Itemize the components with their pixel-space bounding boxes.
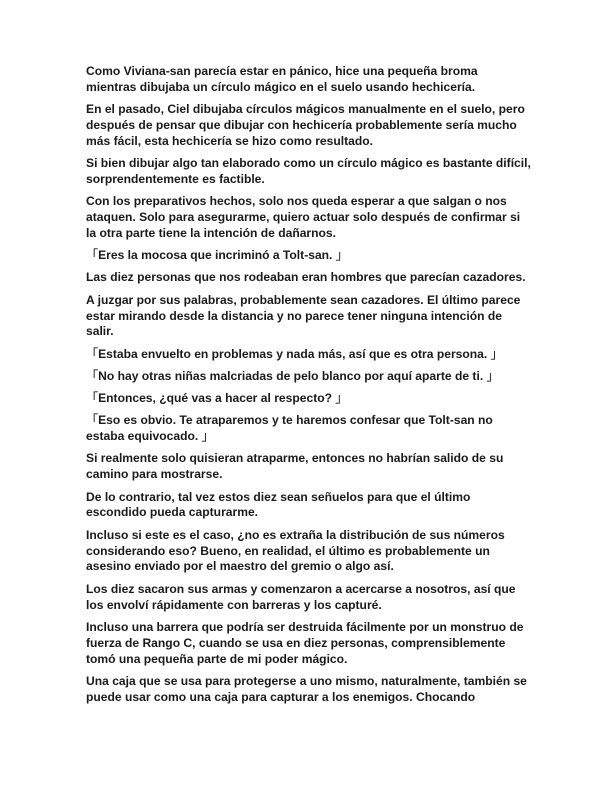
- paragraph: En el pasado, Ciel dibujaba círculos mágicos manualmente en el suelo, pero después de pensar que dibujar con hechicería probablemente sería mucho más fácil, esta hechicería se hizo como resultado.: [86, 102, 525, 148]
- document-page: [86, 64, 534, 712]
- paragraph: A juzgar por sus palabras, probablemente sean cazadores. El último parece estar mirando desde la distancia y no parece tener ninguna intención de salir.: [86, 292, 521, 339]
- dialogue-line: 「Eso es obvio. Te atraparemos y te haremos confesar que Tolt-san no estaba equivocado. 」: [86, 413, 493, 444]
- paragraph: Incluso si este es el caso, ¿no es extraña la distribución de sus números considerando eso? Bueno, en realidad, el último es probablemente un asesino enviado por el maestro del gremio o algo así.: [86, 527, 505, 574]
- dialogue-line: 「No hay otras niñas malcriadas de pelo blanco por aquí aparte de ti. 」: [86, 368, 499, 383]
- paragraph: Incluso una barrera que podría ser destruida fácilmente por un monstruo de fuerza de Rango C, cuando se usa en diez personas, comprensiblemente tomó una pequeña parte de mi poder mágico.: [86, 619, 524, 666]
- dialogue-line: 「Entonces, ¿qué vas a hacer al respecto? 」: [86, 391, 348, 406]
- paragraph: De lo contrario, tal vez estos diez sean señuelos para que el último escondido pueda capturarme.: [86, 489, 471, 520]
- dialogue-line: 「Estaba envuelto en problemas y nada más, así que es otra persona. 」: [86, 346, 503, 361]
- paragraph: Como Viviana-san parecía estar en pánico, hice una pequeña broma mientras dibujaba un círculo mágico en el suelo usando hechicería.: [86, 64, 478, 94]
- paragraph: Los diez sacaron sus armas y comenzaron a acercarse a nosotros, así que los envolví rápidamente con barreras y los capturé.: [86, 581, 516, 612]
- paragraph: Con los preparativos hechos, solo nos queda esperar a que salgan o nos ataquen. Solo para asegurarme, quiero actuar solo después de confirmar si la otra parte tiene la intención de dañarnos.: [86, 194, 521, 241]
- paragraph: Si bien dibujar algo tan elaborado como un círculo mágico es bastante difícil, sorprendentemente es factible.: [86, 156, 531, 187]
- paragraph: Una caja que se usa para protegerse a uno mismo, naturalmente, también se puede usar como una caja para capturar a los enemigos. Chocando: [86, 673, 527, 704]
- dialogue-line: 「Eres la mocosa que incriminó a Tolt-san. 」: [86, 248, 348, 263]
- paragraph: Las diez personas que nos rodeaban eran hombres que parecían cazadores.: [86, 270, 526, 285]
- paragraph: Si realmente solo quisieran atraparme, entonces no habrían salido de su camino para mostrarse.: [86, 451, 504, 482]
